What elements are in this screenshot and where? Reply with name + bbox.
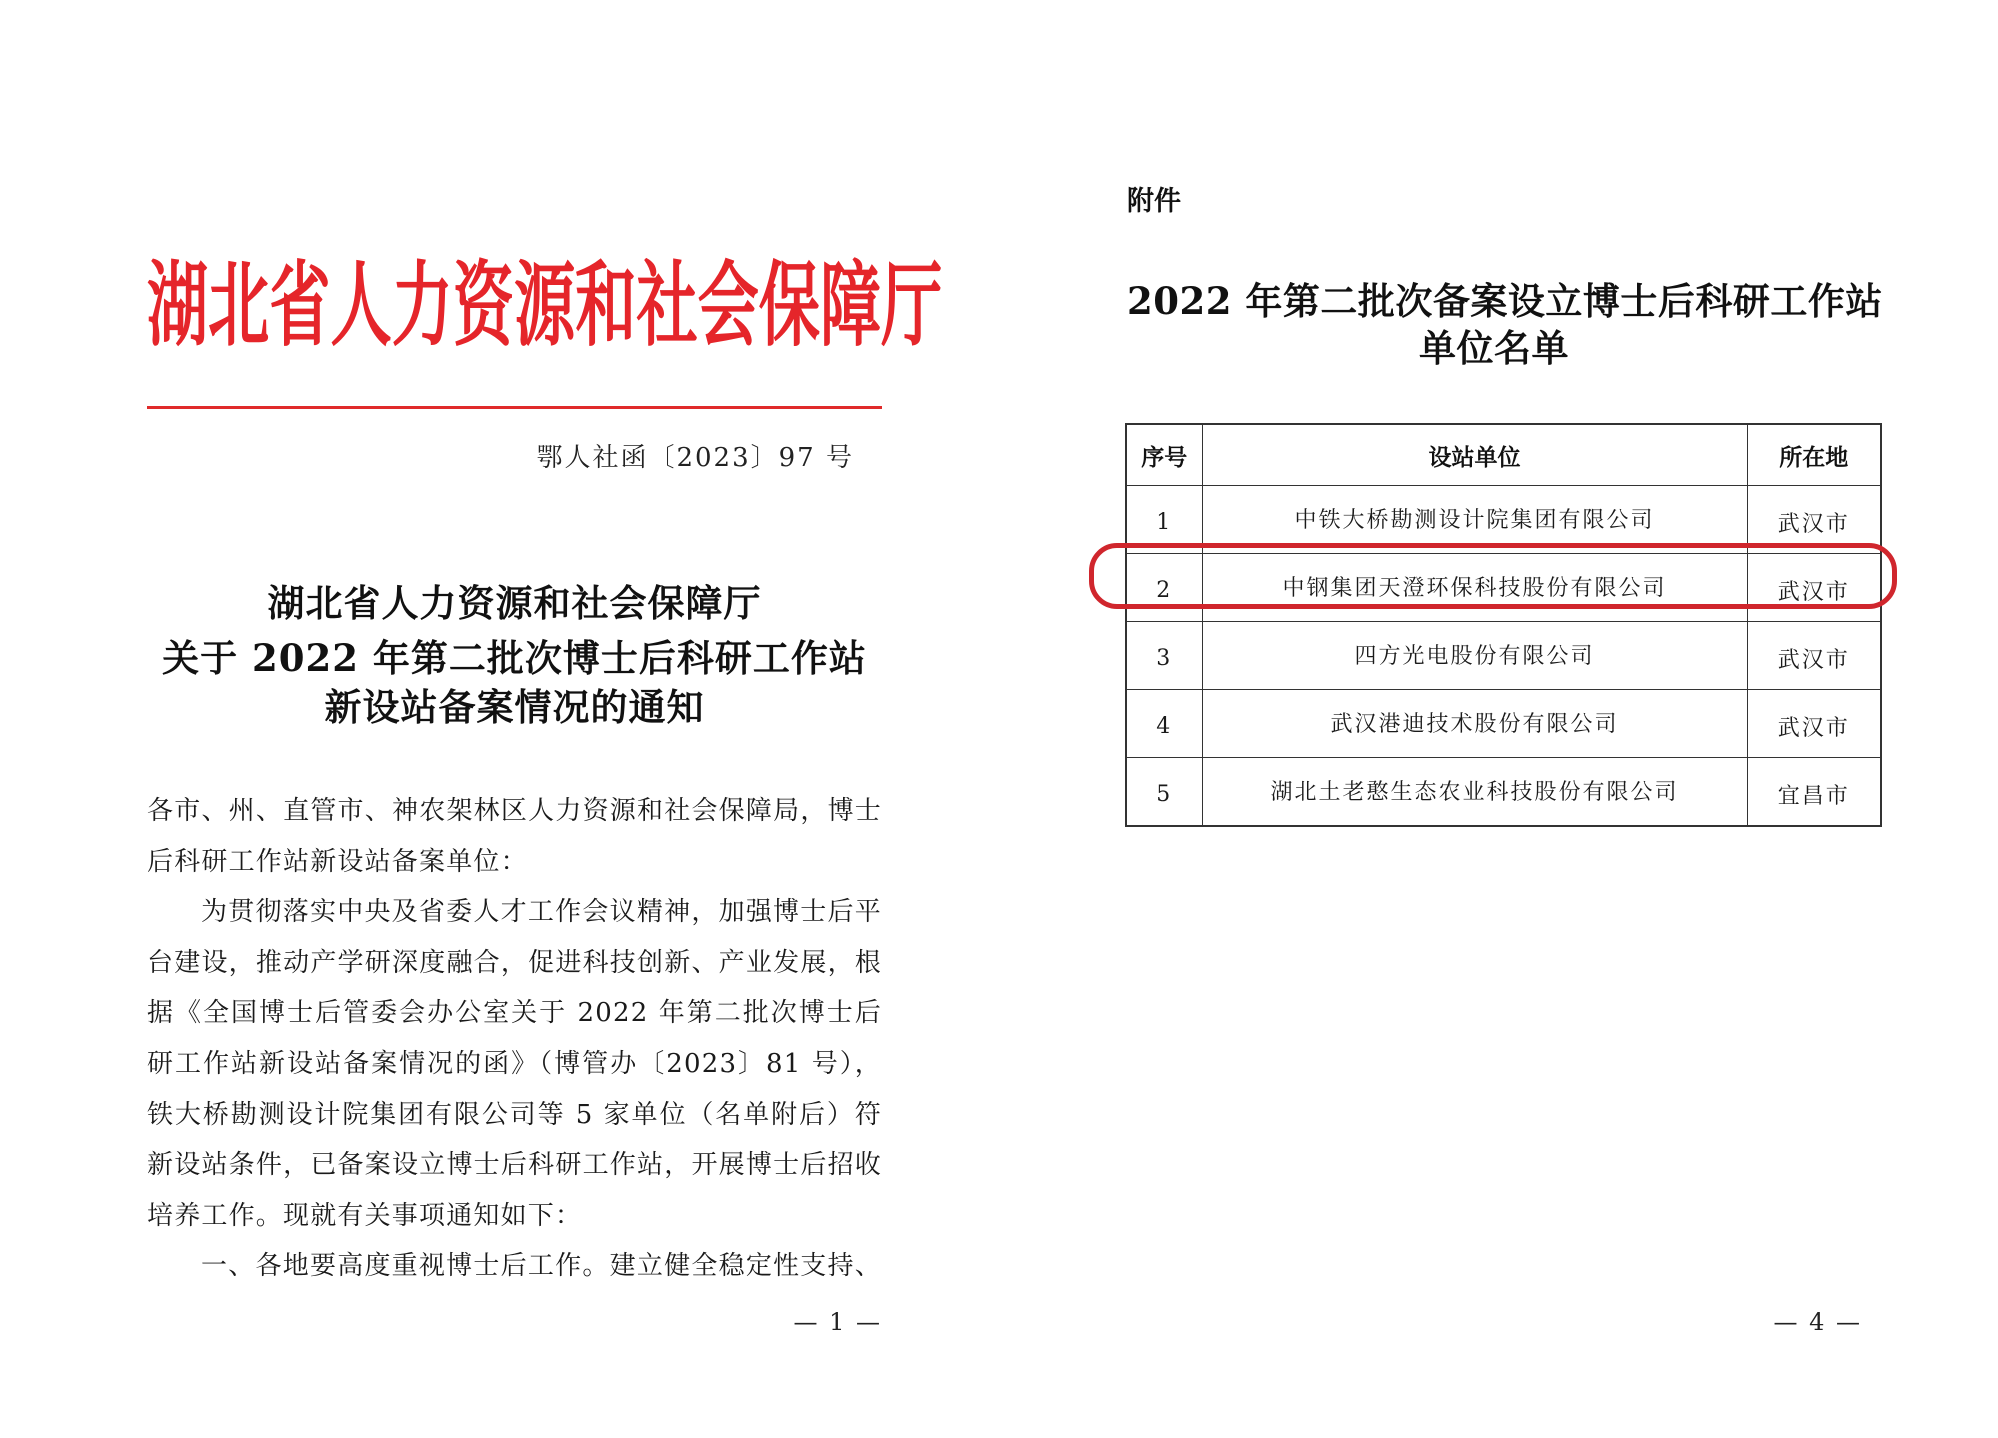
red-divider-line bbox=[147, 406, 882, 409]
header-location: 所在地 bbox=[1747, 424, 1881, 486]
attachment-label: 附件 bbox=[1127, 186, 1181, 217]
table-header-row bbox=[1126, 424, 1881, 486]
row-highlight-circle bbox=[1089, 543, 1897, 609]
cell-location: 武汉市 bbox=[1747, 554, 1881, 622]
cell-unit: 四方光电股份有限公司 bbox=[1202, 622, 1747, 690]
cell-unit: 中钢集团天澄环保科技股份有限公司 bbox=[1202, 554, 1747, 622]
cell-location: 武汉市 bbox=[1747, 690, 1881, 758]
cell-unit: 中铁大桥勘测设计院集团有限公司 bbox=[1202, 486, 1747, 554]
body-line: 新设站条件，已备案设立博士后科研工作站，开展博士后招收 bbox=[147, 1150, 882, 1181]
notice-title-line-1: 湖北省人力资源和社会保障厅 bbox=[267, 581, 762, 625]
body-line: 据《全国博士后管委会办公室关于 2022 年第二批次博士后 bbox=[147, 998, 882, 1029]
body-line: 研工作站新设站备案情况的函》（博管办〔2023〕81 号）， bbox=[147, 1048, 882, 1079]
unit-list-table bbox=[1125, 423, 1882, 827]
list-title-line-2: 单位名单 bbox=[1419, 326, 1569, 370]
body-line: 各市、州、直管市、神农架林区人力资源和社会保障局，博士 bbox=[147, 796, 882, 826]
body-line: 为贯彻落实中央及省委人才工作会议精神，加强博士后平 bbox=[201, 897, 882, 928]
body-line: 一、各地要高度重视博士后工作。建立健全稳定性支持、 bbox=[201, 1251, 882, 1282]
page-number-right: — 4 — bbox=[1773, 1308, 1862, 1336]
issuer-red-header: 湖北省人力资源和社会保障厅 bbox=[147, 252, 943, 359]
notice-title-line-3: 新设站备案情况的通知 bbox=[324, 685, 705, 729]
cell-index: 1 bbox=[1126, 486, 1202, 554]
document-number: 鄂人社函〔2023〕97 号 bbox=[536, 443, 854, 473]
table-row bbox=[1126, 758, 1881, 827]
cell-index: 4 bbox=[1126, 690, 1202, 758]
cell-index: 5 bbox=[1126, 758, 1202, 827]
page-number-left: — 1 — bbox=[793, 1308, 882, 1336]
list-title-line-1: 2022 年第二批次备案设立博士后科研工作站 bbox=[1127, 279, 1883, 323]
notice-title-line-2: 关于 2022 年第二批次博士后科研工作站 bbox=[162, 636, 867, 680]
cell-unit: 武汉港迪技术股份有限公司 bbox=[1202, 690, 1747, 758]
cell-location: 武汉市 bbox=[1747, 486, 1881, 554]
body-line: 后科研工作站新设站备案单位： bbox=[147, 846, 528, 877]
notice-body bbox=[147, 786, 882, 1292]
body-line: 培养工作。现就有关事项通知如下： bbox=[147, 1200, 583, 1231]
header-index: 序号 bbox=[1126, 424, 1202, 486]
cell-index: 3 bbox=[1126, 622, 1202, 690]
cell-index: 2 bbox=[1126, 554, 1202, 622]
cell-location: 武汉市 bbox=[1747, 622, 1881, 690]
body-line: 台建设，推动产学研深度融合，促进科技创新、产业发展，根 bbox=[147, 947, 882, 978]
body-line: 铁大桥勘测设计院集团有限公司等 5 家单位（名单附后）符 bbox=[147, 1099, 882, 1130]
cell-location: 宜昌市 bbox=[1747, 758, 1881, 827]
table-row bbox=[1126, 622, 1881, 690]
header-unit: 设站单位 bbox=[1202, 424, 1747, 486]
cell-unit: 湖北土老憨生态农业科技股份有限公司 bbox=[1202, 758, 1747, 827]
table-row bbox=[1126, 690, 1881, 758]
